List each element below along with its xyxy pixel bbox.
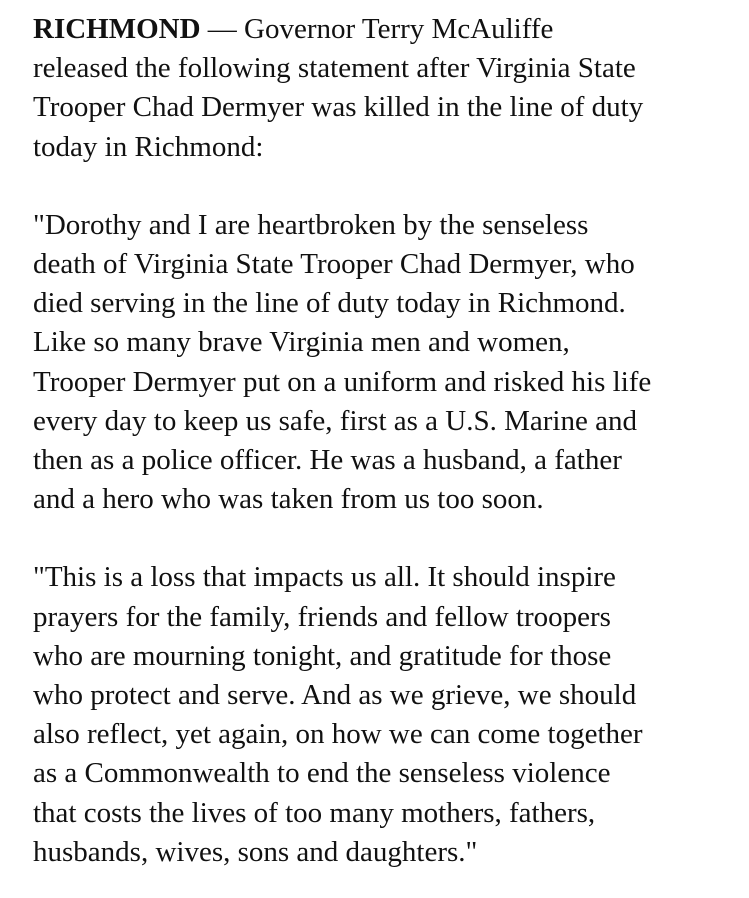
quote-line: prayers for the family, friends and fellow troopers [33, 600, 611, 633]
quote-line: also reflect, yet again, on how we can come together [33, 718, 643, 751]
quote-paragraph-1 [33, 206, 729, 520]
quote-line: then as a police officer. He was a husband, a father [33, 444, 622, 477]
intro-line: released the following statement after Virginia State [33, 52, 636, 85]
quote-line: "Dorothy and I are heartbroken by the senseless [33, 208, 589, 241]
quote-line: died serving in the line of duty today in Richmond. [33, 287, 626, 320]
quote-line: who protect and serve. And as we grieve, we should [33, 679, 637, 712]
quote-line: Trooper Dermyer put on a uniform and risked his life [33, 365, 652, 398]
intro-paragraph [33, 10, 729, 167]
intro-lead: — Governor Terry McAuliffe [200, 13, 554, 45]
quote-paragraph-2 [33, 558, 729, 872]
quote-line: as a Commonwealth to end the senseless violence [33, 757, 611, 790]
quote-line: who are mourning tonight, and gratitude for those [33, 639, 612, 672]
quote-line: that costs the lives of too many mothers, fathers, [33, 796, 596, 829]
quote-line: and a hero who was taken from us too soon. [33, 483, 544, 516]
quote-line: every day to keep us safe, first as a U.S. Marine and [33, 404, 637, 437]
quote-line: Like so many brave Virginia men and women, [33, 326, 570, 359]
intro-line [33, 10, 729, 49]
quote-line: husbands, wives, sons and daughters." [33, 835, 478, 868]
quote-line: "This is a loss that impacts us all. It should inspire [33, 561, 616, 594]
intro-line: today in Richmond: [33, 130, 264, 163]
quote-line: death of Virginia State Trooper Chad Dermyer, who [33, 248, 635, 281]
dateline: RICHMOND [33, 13, 201, 45]
intro-line: Trooper Chad Dermyer was killed in the line of duty [33, 91, 644, 124]
